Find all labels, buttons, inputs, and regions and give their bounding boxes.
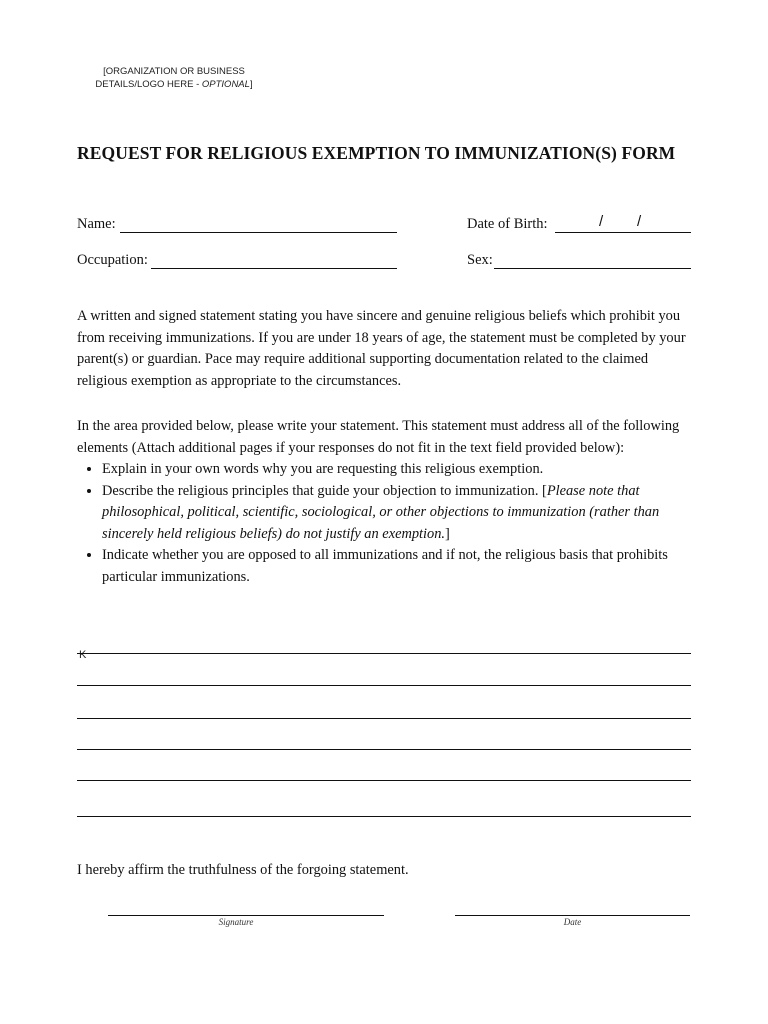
statement-line-3[interactable] (77, 718, 691, 719)
list-item (102, 459, 693, 481)
statement-line-1[interactable] (77, 653, 691, 654)
dob-separator-2: / (637, 213, 642, 230)
instructions-block (77, 416, 693, 588)
org-line-2-close: ] (249, 79, 253, 90)
intro-paragraph: A written and signed statement stating you have sincere and genuine religious beliefs which prohibit you from receiving immunizations. If you are under 18 years of age, the statement must be completed by your parent(s) or guardian. Pace may require additional supporting documentation related to the claimed religious exemption as appropriate to the circumstances. (77, 308, 686, 389)
org-optional-text: OPTIONAL (201, 79, 250, 90)
list-item (102, 545, 693, 588)
org-line-2 (84, 78, 264, 91)
organization-logo-placeholder (84, 65, 264, 91)
statement-line-6[interactable] (77, 816, 691, 817)
occupation-field[interactable] (151, 268, 397, 269)
bullet-2-note: Please note that philosophical, political, scientific, sociological, or other objections to immunization (rather than sincerely held religious beliefs) do not justify an exemption. (102, 482, 660, 542)
signature-line[interactable] (108, 915, 384, 916)
bullet-2-close: ] (445, 525, 450, 542)
bullet-3-text: Indicate whether you are opposed to all immunizations and if not, the religious basis that prohibits particular immunizations. (102, 547, 668, 585)
instructions-paragraph: In the area provided below, please write your statement. This statement must address all of the following elements (Attach additional pages if your responses do not fit in the text field provided below): (77, 418, 680, 456)
statement-line-4[interactable] (77, 749, 691, 750)
bullet-1-text: Explain in your own words why you are requesting this religious exemption. (102, 461, 544, 477)
statement-mark: K (79, 649, 87, 661)
list-item (102, 481, 693, 546)
signature-caption: Signature (218, 917, 254, 927)
form-title: REQUEST FOR RELIGIOUS EXEMPTION TO IMMUNIZATION(S) FORM (77, 143, 676, 163)
requirements-list (77, 459, 693, 588)
date-caption: Date (563, 917, 582, 927)
dob-field[interactable] (555, 232, 691, 233)
sex-field[interactable] (494, 268, 691, 269)
dob-label: Date of Birth: (467, 216, 548, 232)
name-label: Name: (77, 216, 116, 232)
org-line-2-text: DETAILS/LOGO HERE - (95, 79, 202, 90)
sex-label: Sex: (467, 252, 493, 268)
dob-separator-1: / (599, 213, 604, 230)
occupation-label: Occupation: (77, 252, 148, 268)
date-line[interactable] (455, 915, 690, 916)
statement-line-2[interactable] (77, 685, 691, 686)
name-field[interactable] (120, 232, 397, 233)
bullet-2-text: Describe the religious principles that guide your objection to immunization. [ (102, 482, 547, 499)
statement-line-5[interactable] (77, 780, 691, 781)
affirmation-text: I hereby affirm the truthfulness of the forgoing statement. (77, 862, 409, 878)
org-line-1: [ORGANIZATION OR BUSINESS (103, 66, 245, 77)
